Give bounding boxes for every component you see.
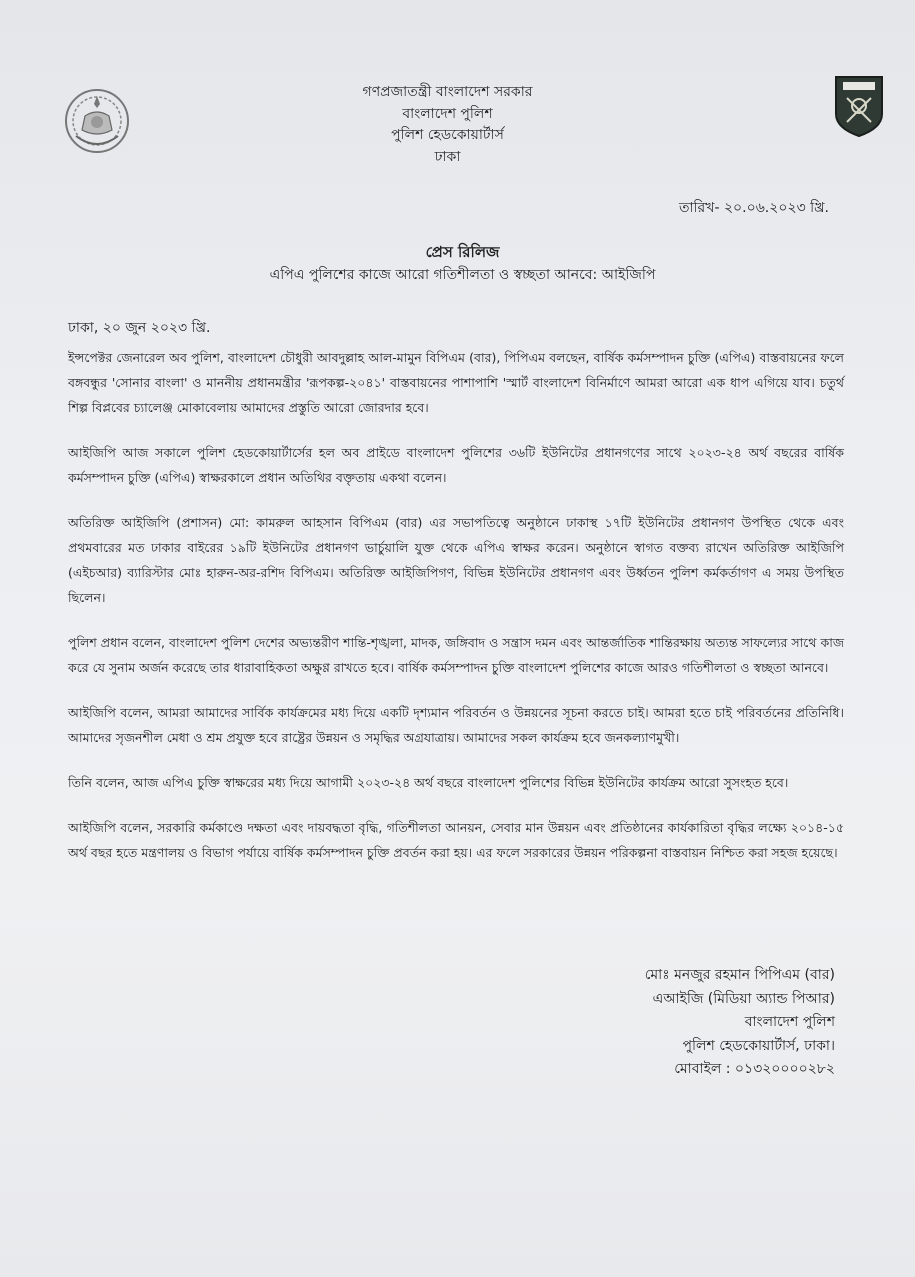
header-city: ঢাকা bbox=[434, 148, 461, 165]
page-title: প্রেস রিলিজ bbox=[425, 243, 500, 261]
signatory-designation: এআইজি (মিডিয়া অ্যান্ড পিআর) bbox=[652, 990, 835, 1007]
signatory-organization: বাংলাদেশ পুলিশ bbox=[744, 1014, 835, 1030]
page-subtitle: এপিএ পুলিশের কাজে আরো গতিশীলতা ও স্বচ্ছতা আনবে: আইজিপি bbox=[269, 267, 656, 283]
paragraph: ইন্সপেক্টর জেনারেল অব পুলিশ, বাংলাদেশ চৌধুরী আবদুল্লাহ আল-মামুন বিপিএম (বার), পিপিএম বলছেন, বার্ষিক কর্মসম্পাদন চুক্তি (এপিএ) বাস্তবায়নের ফলে বঙ্গবন্ধুর 'সোনার বাংলা' ও মাননীয় প্রধানমন্ত্রীর 'রূপকল্প-২০৪১' বাস্তবায়নের পাশাপাশি 'স্মার্ট বাংলাদেশ বিনির্মাণে আমরা আরো এক ধাপ এগিয়ে যাব। চতুর্থ শিল্প বিপ্লবের চ্যালেঞ্জ মোকাবেলায় আমাদের প্রস্তুতি আরো জোরদার হবে। bbox=[68, 350, 844, 415]
header-department: বাংলাদেশ পুলিশ bbox=[402, 105, 493, 122]
dateline: ঢাকা, ২০ জুন ২০২৩ খ্রি. bbox=[68, 320, 211, 336]
signature-block bbox=[570, 964, 835, 1082]
signatory-name: মোঃ মনজুর রহমান পিপিএম (বার) bbox=[644, 967, 835, 983]
government-emblem-icon bbox=[62, 86, 132, 156]
press-release-body bbox=[68, 345, 844, 885]
paragraph: আইজিপি আজ সকালে পুলিশ হেডকোয়ার্টার্সের হল অব প্রাইডে বাংলাদেশ পুলিশের ৩৬টি ইউনিটের প্রধানগণের সাথে ২০২৩-২৪ অর্থ বছরের বার্ষিক কর্মসম্পাদন চুক্তি (এপিএ) স্বাক্ষরকালে প্রধান অতিথির বক্তৃতায় একথা বলেন। bbox=[68, 445, 844, 485]
header-government: গণপ্রজাতন্ত্রী বাংলাদেশ সরকার bbox=[362, 84, 533, 100]
paragraph: পুলিশ প্রধান বলেন, বাংলাদেশ পুলিশ দেশের অভ্যন্তরীণ শান্তি-শৃঙ্খলা, মাদক, জঙ্গিবাদ ও সন্ত্রাস দমন এবং আন্তর্জাতিক শান্তিরক্ষায় অত্যন্ত সাফল্যের সাথে কাজ করে যে সুনাম অর্জন করেছে তার ধারাবাহিকতা অক্ষুণ্ণ রাখতে হবে। বার্ষিক কর্মসম্পাদন চুক্তি বাংলাদেশ পুলিশের কাজে আরও গতিশীলতা ও স্বচ্ছতা আনবে। bbox=[68, 635, 844, 675]
document-date: তারিখ- ২০.০৬.২০২৩ খ্রি. bbox=[678, 200, 829, 216]
paragraph: অতিরিক্ত আইজিপি (প্রশাসন) মো: কামরুল আহসান বিপিএম (বার) এর সভাপতিত্বে অনুষ্ঠানে ঢাকাস্থ ১৭টি ইউনিটের প্রধানগণ উপস্থিত থেকে এবং প্রথমবারের মত ঢাকার বাইরের ১৯টি ইউনিটের প্রধানগণ ভার্চুয়ালি যুক্ত থেকে এপিএ স্বাক্ষর করেন। অনুষ্ঠানে স্বাগত বক্তব্য রাখেন অতিরিক্ত আইজিপি (এইচআর) ব্যারিস্টার মোঃ হারুন-অর-রশিদ বিপিএম। অতিরিক্ত আইজিপিগণ, বিভিন্ন ইউনিটের প্রধানগণ এবং উর্ধ্বতন পুলিশ কর্মকর্তাগণ এ সময় উপস্থিত ছিলেন। bbox=[68, 515, 844, 605]
paragraph: আইজিপি বলেন, সরকারি কর্মকাণ্ডে দক্ষতা এবং দায়বদ্ধতা বৃদ্ধি, গতিশীলতা আনয়ন, সেবার মান উন্নয়ন এবং প্রতিষ্ঠানের কার্যকারিতা বৃদ্ধির লক্ষ্যে ২০১৪-১৫ অর্থ বছর হতে মন্ত্রণালয় ও বিভাগ পর্যায়ে বার্ষিক কর্মসম্পাদন চুক্তি প্রবর্তন করা হয়। এর ফলে সরকারের উন্নয়ন পরিকল্পনা বাস্তবায়ন নিশ্চিত করা সহজ হয়েছে। bbox=[68, 820, 844, 860]
signatory-office: পুলিশ হেডকোয়ার্টার্স, ঢাকা। bbox=[682, 1037, 835, 1054]
paragraph: তিনি বলেন, আজ এপিএ চুক্তি স্বাক্ষরের মধ্য দিয়ে আগামী ২০২৩-২৪ অর্থ বছরে বাংলাদেশ পুলিশের বিভিন্ন ইউনিটের কার্যক্রম আরো সুসংহত হবে। bbox=[68, 775, 789, 790]
header-office: পুলিশ হেডকোয়ার্টার্স bbox=[391, 127, 504, 143]
signatory-mobile: মোবাইল : ০১৩২০০০০২৮২ bbox=[674, 1061, 835, 1077]
title-block bbox=[200, 240, 725, 286]
police-badge-icon bbox=[833, 74, 885, 138]
letterhead bbox=[300, 82, 595, 168]
paragraph: আইজিপি বলেন, আমরা আমাদের সার্বিক কার্যক্রমের মধ্য দিয়ে একটি দৃশ্যমান পরিবর্তন ও উন্নয়নের সূচনা করতে চাই। আমরা হতে চাই পরিবর্তনের প্রতিনিধি। আমাদের সৃজনশীল মেধা ও শ্রম প্রযুক্ত হবে রাষ্ট্রের উন্নয়ন ও সমৃদ্ধির অগ্রযাত্রায়। আমাদের সকল কার্যক্রম হবে জনকল্যাণমুখী। bbox=[68, 705, 844, 745]
